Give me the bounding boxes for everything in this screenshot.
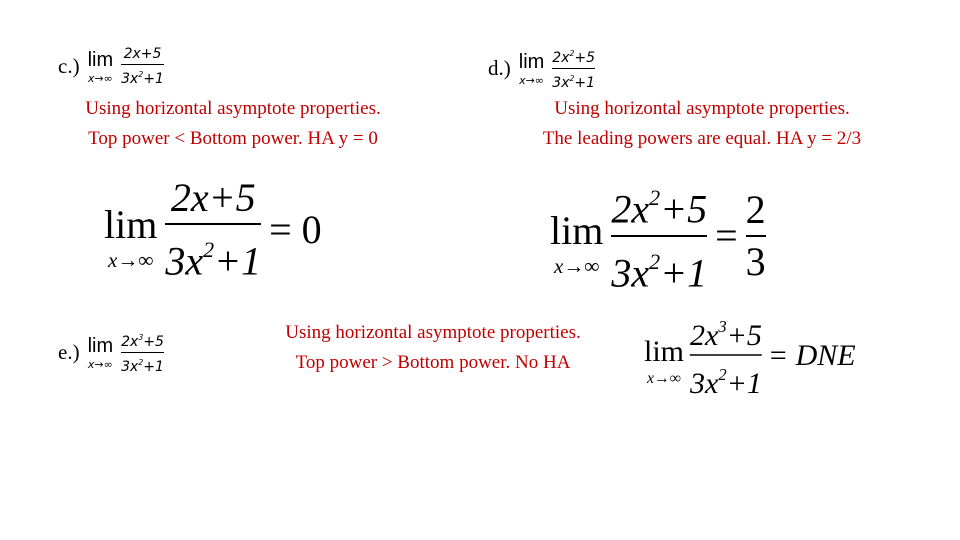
problem-c-note: Using horizontal asymptote properties. Top power < Bottom power. HA y = 0 [85,98,381,149]
problem-d-note: Using horizontal asymptote properties. The leading powers are equal. HA y = 2/3 [542,98,862,149]
equals-sign: = [715,213,738,259]
problem-d-formula: lim x→∞ $\frac{2x^2+5}{3x^2+1}$ = $\frac{2}{3}$ [550,176,766,295]
problem-e-label: e.) lim x→∞ $\frac{2x^3+5}{3x^2+1}$ [58,330,164,375]
limit-operator: lim x→∞ [87,334,114,371]
fraction: $\frac{2x^3+5}{3x^2+1}$ [690,316,762,400]
problem-c-formula: lim x→∞ $\frac{2x+5}{3x^2+1}$ = 0 [104,175,322,284]
fraction: $\frac{2x^2+5}{3x^2+1}$ [611,185,708,296]
problem-e-formula: lim x→∞ $\frac{2x^3+5}{3x^2+1}$ = DNE [644,310,856,399]
problem-c-label: c.) lim x→∞ $\frac{2x+5}{3x^2+1}$ [58,46,164,88]
fraction: $\frac{2x^2+5}{3x^2+1}$ [552,49,596,92]
fraction: $\frac{2x+5}{3x^2+1}$ [165,175,262,284]
problem-e-note: Using horizontal asymptote properties. Top power > Bottom power. No HA [285,322,581,373]
limit-operator: lim x→∞ [518,50,545,87]
limit-operator: lim x→∞ [87,48,114,85]
result: = 0 [269,207,322,253]
result-fraction: $\frac{2}{3}$ [745,186,766,284]
problem-d-label: d.) lim x→∞ $\frac{2x^2+5}{3x^2+1}$ [488,46,595,91]
fraction: $\frac{2x^3+5}{3x^2+1}$ [121,333,164,376]
fraction: $\frac{2x+5}{3x^2+1}$ [121,46,164,88]
result: = DNE [767,337,856,372]
